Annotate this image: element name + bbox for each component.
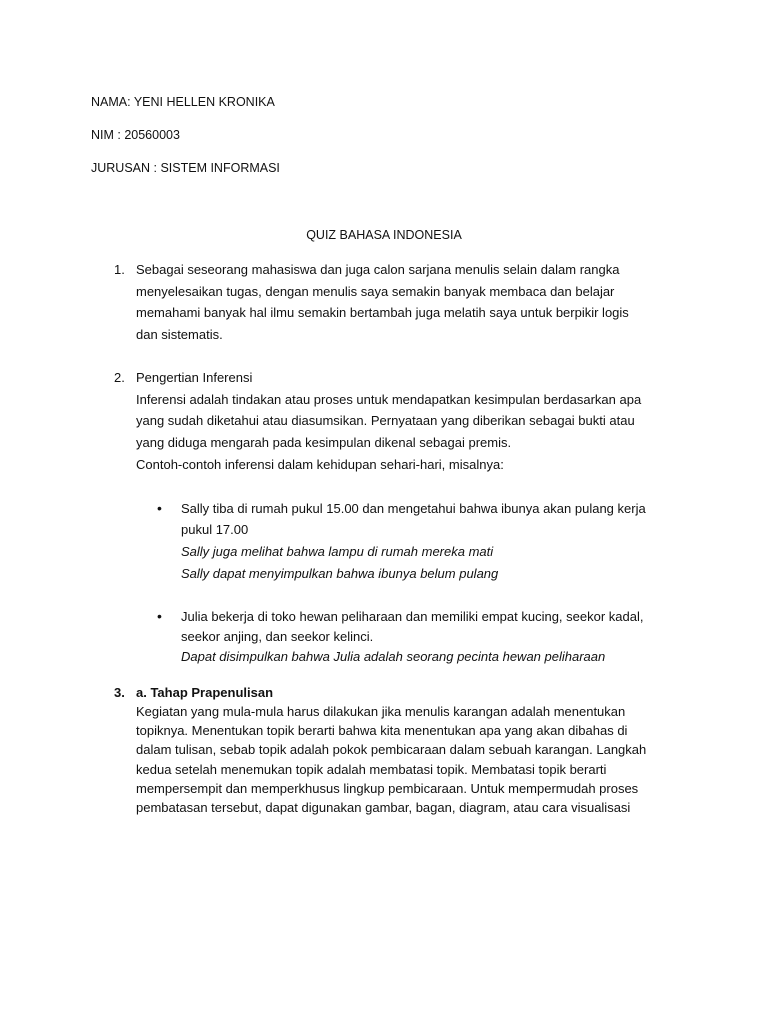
example-line: Julia bekerja di toko hewan peliharaan dan memiliki empat kucing, seekor kadal, <box>181 609 644 624</box>
answer-2-heading: Pengertian Inferensi <box>136 370 253 385</box>
answer-2-line: Inferensi adalah tindakan atau proses untuk mendapatkan kesimpulan berdasarkan apa <box>136 392 642 407</box>
student-major: JURUSAN : SISTEM INFORMASI <box>91 161 280 175</box>
answer-2-line: Contoh-contoh inferensi dalam kehidupan sehari-hari, misalnya: <box>136 457 504 472</box>
example-conclusion: Sally dapat menyimpulkan bahwa ibunya belum pulang <box>181 566 499 581</box>
answer-1-line: dan sistematis. <box>136 327 223 342</box>
answer-2-line: yang sudah diketahui atau diasumsikan. Pernyataan yang diberikan sebagai bukti atau <box>136 413 635 428</box>
answer-1-line: menyelesaikan tugas, dengan menulis saya semakin banyak membaca dan belajar <box>136 284 615 299</box>
bullet-point: • <box>157 608 162 624</box>
answer-3-heading: a. Tahap Prapenulisan <box>136 685 274 700</box>
answer-2-line: yang diduga mengarah pada kesimpulan dikenal sebagai premis. <box>136 435 512 450</box>
student-nim: NIM : 20560003 <box>91 128 180 142</box>
example-line: Sally tiba di rumah pukul 15.00 dan mengetahui bahwa ibunya akan pulang kerja <box>181 501 646 516</box>
answer-1-line: Sebagai seseorang mahasiswa dan juga calon sarjana menulis selain dalam rangka <box>136 262 620 277</box>
answer-3-line: mempersempit dan memperkhusus lingkup pembicaraan. Untuk mempermudah proses <box>136 781 639 796</box>
example-conclusion: Dapat disimpulkan bahwa Julia adalah seorang pecinta hewan peliharaan <box>181 649 606 664</box>
item-number-3: 3. <box>114 685 125 700</box>
item-number-2: 2. <box>114 370 125 385</box>
answer-3-line: dalam tulisan, sebab topik adalah pokok pembicaraan dalam sebuah karangan. Langkah <box>136 742 647 757</box>
answer-3-line: kedua setelah menemukan topik adalah membatasi topik. Membatasi topik berarti <box>136 762 607 777</box>
example-conclusion: Sally juga melihat bahwa lampu di rumah mereka mati <box>181 544 494 559</box>
answer-3-line: topiknya. Menentukan topik berarti bahwa kita menentukan apa yang akan dibahas di <box>136 723 628 738</box>
example-line: seekor anjing, dan seekor kelinci. <box>181 629 374 644</box>
bullet-point: • <box>157 500 162 516</box>
student-name: NAMA: YENI HELLEN KRONIKA <box>91 95 275 109</box>
answer-1-line: memahami banyak hal ilmu semakin bertambah juga melatih saya untuk berpikir logis <box>136 305 629 320</box>
document-title: QUIZ BAHASA INDONESIA <box>306 228 462 242</box>
answer-3-line: Kegiatan yang mula-mula harus dilakukan jika menulis karangan adalah menentukan <box>136 704 626 719</box>
answer-3-line: pembatasan tersebut, dapat digunakan gambar, bagan, diagram, atau cara visualisasi <box>136 800 631 815</box>
item-number-1: 1. <box>114 262 125 277</box>
example-line: pukul 17.00 <box>181 522 249 537</box>
